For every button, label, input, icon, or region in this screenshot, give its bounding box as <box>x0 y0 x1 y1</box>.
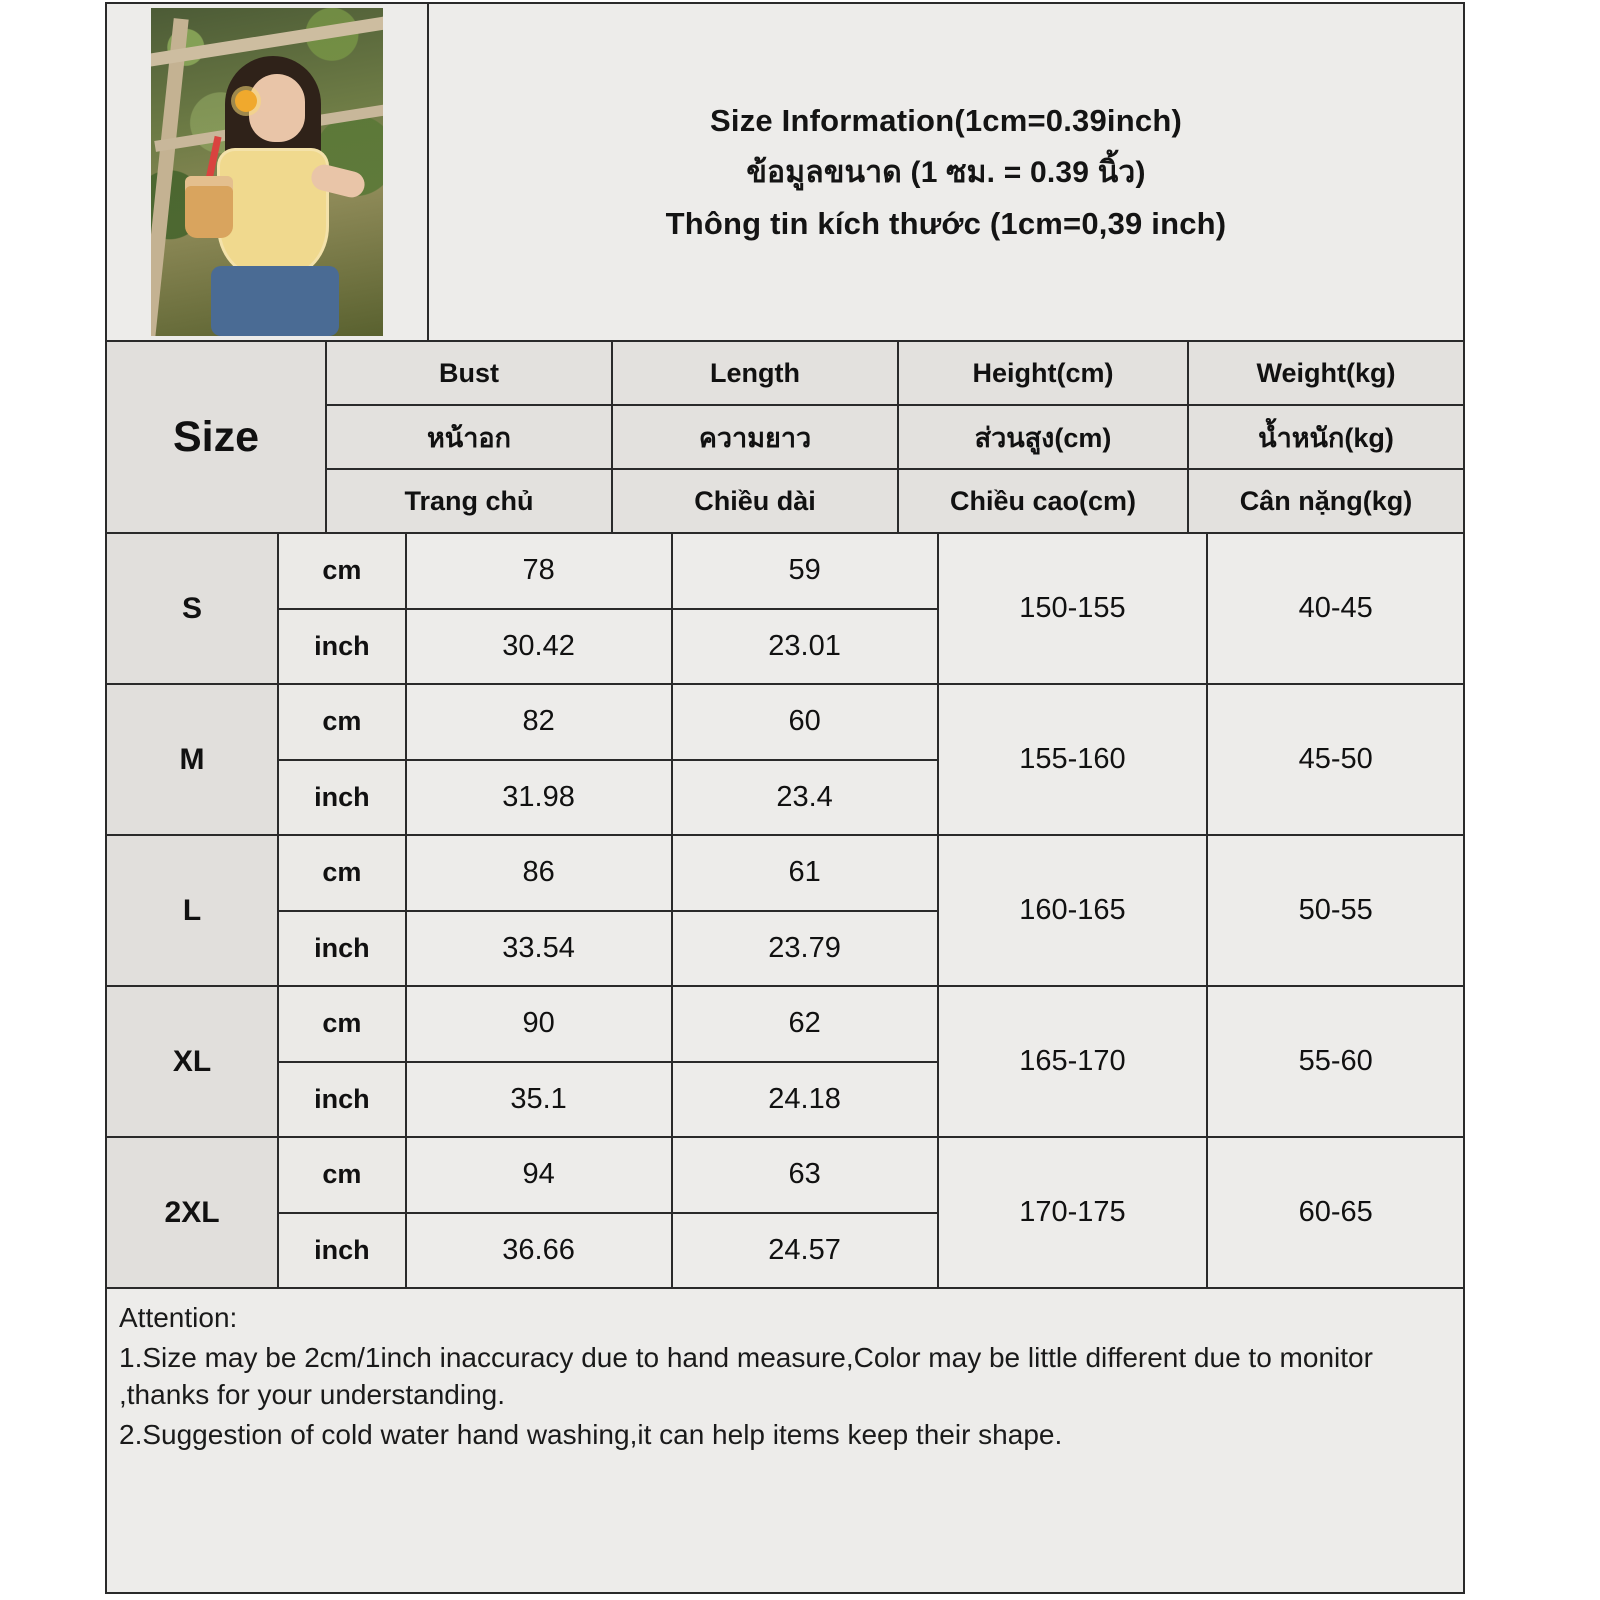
table-row <box>107 534 1463 685</box>
weight-range-value: 45-50 <box>1208 685 1463 834</box>
row-bust-column <box>407 685 673 834</box>
model-top-garment <box>217 148 329 278</box>
column-header-row-en <box>327 342 1463 406</box>
length-cm-value: 61 <box>673 836 937 912</box>
column-header-length-vi: Chiều dài <box>613 470 899 532</box>
bust-cm-value: 82 <box>407 685 671 761</box>
row-length-column <box>673 685 939 834</box>
unit-inch-label: inch <box>279 761 404 835</box>
height-range-value: 170-175 <box>939 1138 1209 1287</box>
length-inch-value: 23.01 <box>673 610 937 684</box>
column-header-height-vi: Chiều cao(cm) <box>899 470 1189 532</box>
column-header-height-th: ส่วนสูง(cm) <box>899 406 1189 468</box>
row-size-label: L <box>107 836 279 985</box>
unit-inch-label: inch <box>279 1063 404 1137</box>
column-header-length-th: ความยาว <box>613 406 899 468</box>
column-header-bust-en: Bust <box>327 342 613 404</box>
weight-range-value: 40-45 <box>1208 534 1463 683</box>
length-cm-value: 59 <box>673 534 937 610</box>
bust-inch-value: 30.42 <box>407 610 671 684</box>
weight-range-value: 55-60 <box>1208 987 1463 1136</box>
length-inch-value: 23.79 <box>673 912 937 986</box>
bust-inch-value: 35.1 <box>407 1063 671 1137</box>
height-range-value: 155-160 <box>939 685 1209 834</box>
unit-inch-label: inch <box>279 1214 404 1288</box>
row-length-column <box>673 836 939 985</box>
row-bust-column <box>407 836 673 985</box>
column-header-weight-vi: Cân nặng(kg) <box>1239 485 1413 516</box>
title-block <box>429 4 1463 340</box>
unit-inch-label: inch <box>279 610 404 684</box>
unit-cm-label: cm <box>279 534 404 610</box>
unit-cm-label: cm <box>279 836 404 912</box>
row-size-label: S <box>107 534 279 683</box>
row-bust-column <box>407 1138 673 1287</box>
table-row <box>107 836 1463 987</box>
size-chart-sheet <box>105 2 1465 1594</box>
attention-line-1: 1.Size may be 2cm/1inch inaccuracy due to hand measure,Color may be little different due to monitor ,thanks for your understanding. <box>119 1341 1373 1411</box>
attention-block <box>107 1289 1463 1592</box>
length-inch-value: 23.4 <box>673 761 937 835</box>
table-row <box>107 987 1463 1138</box>
length-inch-value: 24.18 <box>673 1063 937 1137</box>
bust-cm-value: 94 <box>407 1138 671 1214</box>
header-band <box>107 4 1463 342</box>
row-unit-column <box>279 685 406 834</box>
model-face <box>249 74 305 142</box>
height-range-value: 150-155 <box>939 534 1209 683</box>
length-inch-value: 24.57 <box>673 1214 937 1288</box>
size-header-label: Size <box>107 342 327 532</box>
row-size-label: M <box>107 685 279 834</box>
column-header-bust-vi: Trang chủ <box>327 470 613 532</box>
row-length-column <box>673 987 939 1136</box>
column-header-length-en: Length <box>613 342 899 404</box>
column-header-bust-th: หน้าอก <box>327 406 613 468</box>
row-bust-column <box>407 987 673 1136</box>
height-range-value: 160-165 <box>939 836 1209 985</box>
bust-cm-value: 90 <box>407 987 671 1063</box>
weight-range-value: 50-55 <box>1208 836 1463 985</box>
model-jeans <box>211 266 339 336</box>
column-header-row-vi <box>327 470 1463 532</box>
attention-line-2: 2.Suggestion of cold water hand washing,it can help items keep their shape. <box>119 1418 1063 1450</box>
row-size-label: XL <box>107 987 279 1136</box>
title-thai: ข้อมูลขนาด (1 ซม. = 0.39 นิ้ว) <box>746 155 1146 189</box>
table-row <box>107 685 1463 836</box>
length-cm-value: 63 <box>673 1138 937 1214</box>
product-photo <box>151 8 383 336</box>
bust-cm-value: 86 <box>407 836 671 912</box>
unit-cm-label: cm <box>279 685 404 761</box>
row-length-column <box>673 1138 939 1287</box>
row-unit-column <box>279 987 406 1136</box>
table-row <box>107 1138 1463 1289</box>
length-cm-value: 62 <box>673 987 937 1063</box>
column-header-rows <box>327 342 1463 532</box>
row-length-column <box>673 534 939 683</box>
column-header-row-th <box>327 406 1463 470</box>
unit-cm-label: cm <box>279 987 404 1063</box>
title-vietnamese: Thông tin kích thước (1cm=0,39 inch) <box>665 205 1227 241</box>
length-cm-value: 60 <box>673 685 937 761</box>
row-size-label: 2XL <box>107 1138 279 1287</box>
bust-inch-value: 33.54 <box>407 912 671 986</box>
height-range-value: 165-170 <box>939 987 1209 1136</box>
unit-cm-label: cm <box>279 1138 404 1214</box>
row-unit-column <box>279 836 406 985</box>
row-unit-column <box>279 534 406 683</box>
title-english: Size Information(1cm=0.39inch) <box>710 102 1182 138</box>
bust-inch-value: 31.98 <box>407 761 671 835</box>
bust-inch-value: 36.66 <box>407 1214 671 1288</box>
row-unit-column <box>279 1138 406 1287</box>
size-table-body <box>107 534 1463 1289</box>
bust-cm-value: 78 <box>407 534 671 610</box>
column-header-height-en: Height(cm) <box>899 342 1189 404</box>
weight-range-value: 60-65 <box>1208 1138 1463 1287</box>
column-header-weight-th: น้ำหนัก(kg) <box>1258 422 1394 453</box>
column-header-block <box>107 342 1463 534</box>
drink-cup <box>185 176 233 238</box>
unit-inch-label: inch <box>279 912 404 986</box>
attention-heading: Attention: <box>119 1302 238 1333</box>
column-header-weight-en: Weight(kg) <box>1256 357 1396 388</box>
row-bust-column <box>407 534 673 683</box>
product-photo-cell <box>107 4 429 340</box>
flower-icon <box>235 90 257 112</box>
